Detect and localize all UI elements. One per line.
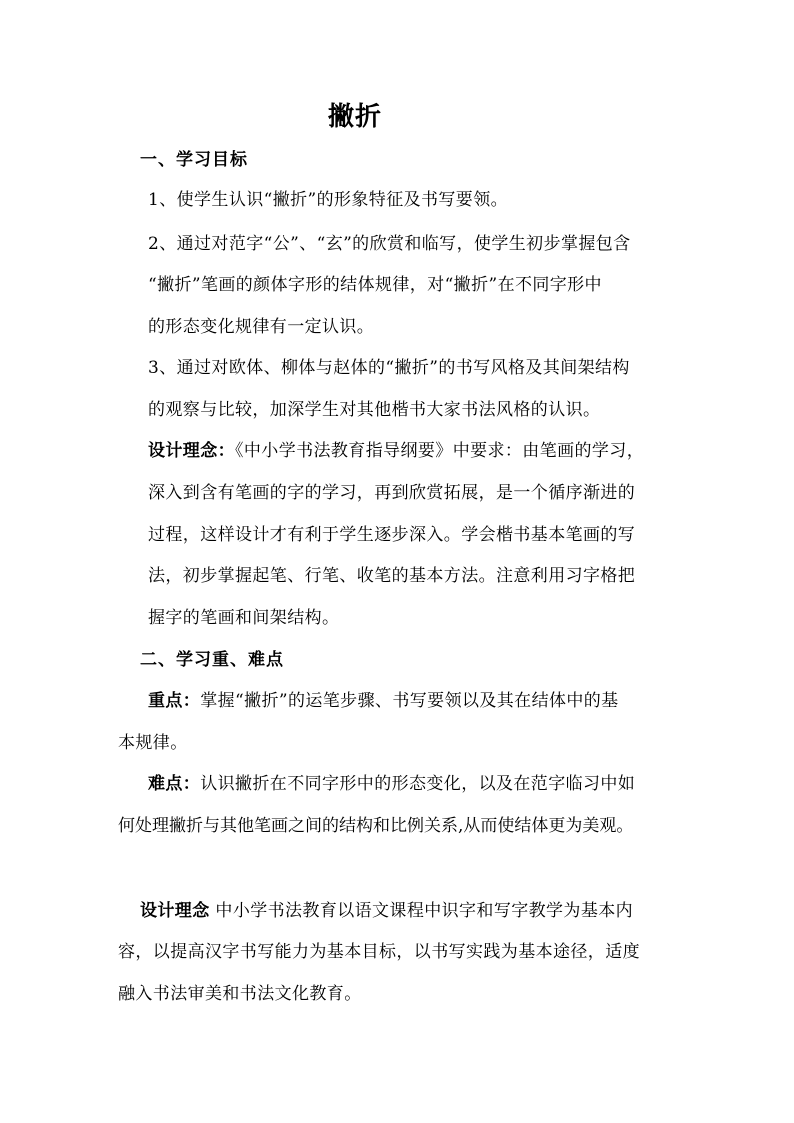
goal-item-2-line-1: 2、通过对范字“公”、“玄”的欣赏和临写，使学生初步掌握包含 (148, 234, 631, 254)
goal-item-3-line-1: 3、通过对欧体、柳体与赵体的“撇折”的书写风格及其间架结构 (148, 358, 630, 378)
key-point-line-1 (148, 689, 619, 713)
difficulty-label: 难点： (148, 774, 201, 794)
section-1-heading: 一、学习目标 (140, 150, 248, 170)
design-concept-1-line-1 (148, 439, 644, 463)
goal-item-1: 1、使学生认识“撇折”的形象特征及书写要领。 (148, 190, 508, 210)
goal-item-3-line-2: 的观察与比较，加深学生对其他楷书大家书法风格的认识。 (148, 400, 601, 420)
design-concept-1-text: 《中小学书法教育指导纲要》中要求：由笔画的学习， (235, 441, 645, 461)
difficulty-line-2: 何处理撇折与其他笔画之间的结构和比例关系,从而使结体更为美观。 (118, 816, 634, 836)
section-2-heading: 二、学习重、难点 (140, 650, 284, 670)
design-concept-1-line-5: 握字的笔画和间架结构。 (148, 608, 340, 628)
design-concept-2-label: 设计理念 (140, 901, 210, 921)
design-concept-1-line-3: 过程，这样设计才有利于学生逐步深入。学会楷书基本笔画的写 (148, 525, 636, 545)
design-concept-1-label: 设计理念： (148, 441, 235, 461)
key-point-label: 重点： (148, 691, 201, 711)
key-point-text: 掌握“撇折”的运笔步骤、书写要领以及其在结体中的基 (200, 691, 619, 711)
difficulty-line-1 (148, 772, 635, 796)
goal-item-2-line-3: 的形态变化规律有一定认识。 (148, 317, 375, 337)
goal-item-2-line-2: “撇折”笔画的颜体字形的结体规律，对“撇折”在不同字形中 (148, 275, 602, 295)
design-concept-1-line-2: 深入到含有笔画的字的学习，再到欣赏拓展，是一个循序渐进的 (148, 483, 636, 503)
design-concept-2-text: 中小学书法教育以语文课程中识字和写字教学为基本内 (215, 901, 634, 921)
key-point-line-2: 本规律。 (118, 733, 188, 753)
page-title: 撇折 (327, 102, 382, 132)
design-concept-2-line-1 (140, 899, 633, 923)
design-concept-2-line-3: 融入书法审美和书法文化教育。 (118, 984, 362, 1004)
design-concept-2-line-2: 容，以提高汉字书写能力为基本目标，以书写实践为基本途径，适度 (118, 942, 640, 962)
design-concept-1-line-4: 法，初步掌握起笔、行笔、收笔的基本方法。注意利用习字格把 (148, 566, 636, 586)
difficulty-text: 认识撇折在不同字形中的形态变化，以及在范字临习中如 (200, 774, 636, 794)
